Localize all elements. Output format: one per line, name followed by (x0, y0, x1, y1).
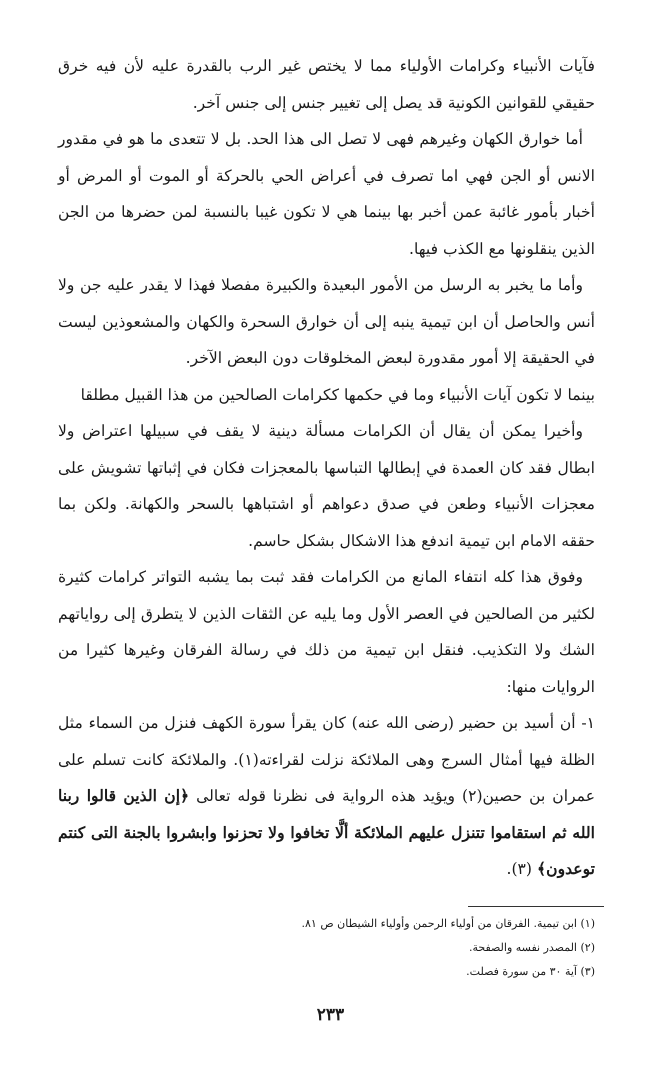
quran-verse: ﴿إن الذين قالوا ربنا الله ثم استقاموا تتنزل عليهم الملائكة ألَّا تخافوا ولا تحزنوا وابشروا بالجنة التى كنتم توعدون﴾ (58, 786, 595, 878)
footnote: (٣) آية ٣٠ من سورة فصلت. (466, 965, 595, 978)
page-number: ٢٣٣ (316, 1005, 345, 1025)
paragraph: ١- أن أسيد بن حضير (رضى الله عنه) كان يقرأ سورة الكهف فنزل من السماء مثل الظلة فيها أمثال السرج وهى الملائكة نزلت لقراءته(١). والملائكة كانت تسلم على عمران بن حصين(٢) ويؤيد هذه الرواية فى نظرنا قوله تعالى (58, 714, 596, 805)
paragraph: أما خوارق الكهان وغيرهم فهى لا تصل الى هذا الحد. بل لا تتعدى ما هو في مقدور الانس أو الجن فهي اما تصرف في أعراض الحي بالحركة أو الموت أو المرض أو أخبار بأمور غائبة عمن أخبر بها بينما هي لا تكون غيبا بالنسبة لمن حضرها من الجن الذين ينقلونها مع الكذب فيها. (58, 130, 595, 258)
footnote: (١) ابن تيمية. الفرقان من أولياء الرحمن وأولياء الشيطان ص ٨١. (301, 917, 595, 930)
verse-footnote-ref: (٣). (506, 860, 533, 878)
footnote: (٢) المصدر نفسه والصفحة. (468, 941, 595, 954)
footnotes (58, 912, 595, 984)
footnote-divider (468, 906, 604, 907)
paragraph: فآيات الأنبياء وكرامات الأولياء مما لا يختص غير الرب بالقدرة عليه لأن فيه خرق حقيقي للقوانين الكونية قد يصل إلى تغيير جنس إلى جنس آخر. (58, 57, 595, 112)
paragraph-with-verse (58, 705, 595, 888)
paragraph: وأخيرا يمكن أن يقال أن الكرامات مسألة دينية لا يقف في سبيلها اعتراض ولا ابطال فقد كان العمدة في إبطالها التباسها بالمعجزات فكان في إثباتها تشويش على معجزات الأنبياء وطعن في صدق دعواهم أو اشتباهها بالسحر والكهانة. ولكن بما حققه الامام ابن تيمية اندفع هذا الاشكال بشكل حاسم. (58, 422, 595, 550)
paragraph: وفوق هذا كله انتفاء المانع من الكرامات فقد ثبت بما يشبه التواتر كرامات كثيرة لكثير من الصالحين في العصر الأول وما يليه عن الثقات الذين لا يتطرق إلى رواياتهم الشك ولا التكذيب. فنقل ابن تيمية من ذلك في رسالة الفرقان وغيرها كثيرا من الروايات منها: (58, 568, 595, 696)
paragraph: وأما ما يخبر به الرسل من الأمور البعيدة والكبيرة مفصلا فهذا لا يقدر عليه جن ولا أنس والحاصل أن ابن تيمية ينبه إلى أن خوارق السحرة والكهان والمشعوذين ليست في الحقيقة إلا أمور مقدورة لبعض المخلوقات دون البعض الآخر. (58, 276, 595, 367)
main-text (58, 48, 595, 888)
paragraph: بينما لا تكون آيات الأنبياء وما في حكمها ككرامات الصالحين من هذا القبيل مطلقا (80, 385, 595, 404)
